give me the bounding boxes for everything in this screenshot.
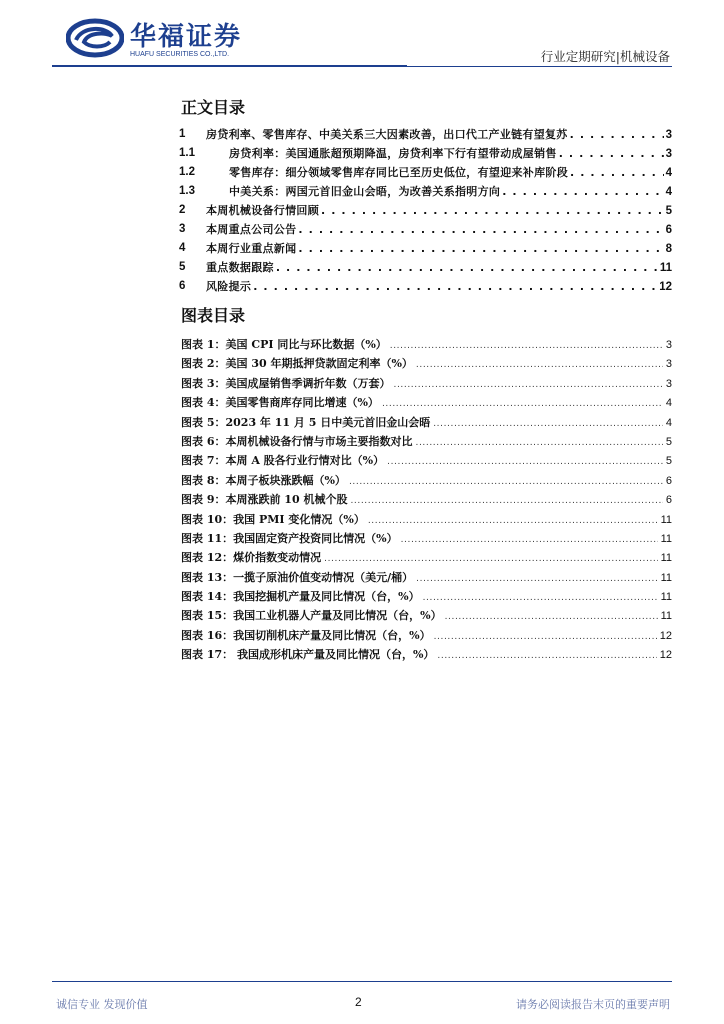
lof-item[interactable]	[181, 391, 672, 410]
lof-item-page: 3	[665, 358, 672, 371]
lof-item[interactable]	[181, 566, 672, 585]
lof-item[interactable]	[181, 372, 672, 391]
lof-item-text: 图表 14：我国挖掘机产量及同比情况（台，%）	[181, 590, 420, 604]
lof-leader-dots	[437, 643, 656, 666]
lof-item-text: 图表 1：美国 CPI 同比与环比数据（%）	[181, 338, 387, 351]
toc-item-page: 5	[665, 205, 672, 217]
toc-item-number: 1.1	[179, 147, 195, 159]
lof-item[interactable]	[181, 469, 672, 488]
toc-item-page: 12	[659, 281, 672, 293]
footer-disclaimer: 请务必阅读报告末页的重要声明	[516, 998, 670, 1011]
toc-item-page: 6	[665, 224, 672, 236]
lof-item-page: 5	[665, 455, 672, 468]
toc-leader-dots	[570, 163, 664, 182]
toc-item-text: 中美关系：两国元首旧金山会晤，为改善关系指明方向	[229, 185, 501, 198]
lof-item-page: 5	[665, 435, 672, 448]
lof-item-page: 3	[665, 377, 672, 390]
toc-item-page: 8	[665, 243, 672, 255]
lof-item-text: 图表 8：本周子板块涨跌幅（%）	[181, 473, 346, 487]
toc-list	[179, 125, 672, 296]
toc-item-number: 1	[179, 128, 186, 140]
toc-item-page: 4	[665, 186, 672, 198]
toc-item-number: 2	[179, 204, 186, 216]
lof-item-page: 4	[665, 416, 672, 429]
lof-item-text: 图表 4：美国零售商库存同比增速（%）	[181, 396, 379, 410]
lof-item[interactable]	[181, 546, 672, 565]
lof-item[interactable]	[181, 624, 672, 643]
lof-item-text: 图表 11：我国固定资产投资同比情况（%）	[181, 531, 398, 545]
lof-item-page: 3	[665, 339, 672, 351]
toc-leader-dots	[276, 258, 658, 277]
lof-item-text: 图表 16：我国切削机床产量及同比情况（台，%）	[181, 628, 431, 642]
toc-item-text: 房贷利率：美国通胀超预期降温，房贷利率下行有望带动成屋销售	[229, 147, 557, 160]
toc-item[interactable]	[179, 258, 672, 277]
lof-item-text: 图表 3：美国成屋销售季调折年数（万套）	[181, 376, 391, 390]
lof-item[interactable]	[181, 488, 672, 507]
lof-item-page: 6	[665, 474, 672, 487]
lof-item-text: 图表 17： 我国成形机床产量及同比情况（台，%）	[181, 648, 435, 662]
toc-leader-dots	[298, 239, 663, 258]
toc-item-number: 6	[179, 280, 186, 292]
lof-item-page: 11	[660, 513, 672, 526]
lof-item-page: 12	[659, 649, 672, 662]
toc-item[interactable]	[179, 239, 672, 258]
lof-item-text: 图表 6：本周机械设备行情与市场主要指数对比	[181, 434, 413, 448]
lof-list	[181, 333, 672, 663]
page-number: 2	[355, 995, 362, 1009]
lof-item[interactable]	[181, 604, 672, 623]
toc-item[interactable]	[179, 144, 672, 163]
lof-item[interactable]	[181, 333, 672, 352]
company-logo	[66, 14, 250, 68]
lof-item-page: 11	[660, 591, 672, 604]
lof-item-page: 11	[660, 532, 672, 545]
huafu-logo-icon	[66, 18, 124, 58]
lof-item[interactable]	[181, 411, 672, 430]
lof-item-text: 图表 9：本周涨跌前 10 机械个股	[181, 493, 348, 507]
toc-item[interactable]	[179, 125, 672, 144]
lof-item[interactable]	[181, 643, 672, 662]
lof-item[interactable]	[181, 430, 672, 449]
toc-item-text: 零售库存：细分领域零售库存同比已至历史低位，有望迎来补库阶段	[229, 166, 568, 179]
toc-item-page: 3	[665, 148, 672, 160]
report-category: 行业定期研究|机械设备	[540, 49, 670, 64]
toc-item-number: 1.3	[179, 185, 195, 197]
lof-item-page: 4	[665, 397, 672, 410]
lof-item-page: 11	[660, 552, 672, 565]
lof-item-text: 图表 10：我国 PMI 变化情况（%）	[181, 512, 365, 526]
toc-item-page: 3	[665, 129, 672, 141]
toc-item-text: 风险提示	[206, 280, 252, 293]
lof-item-text: 图表 2：美国 30 年期抵押贷款固定利率（%）	[181, 357, 413, 371]
footer-slogan: 诚信专业 发现价值	[56, 998, 148, 1011]
toc-item-number: 4	[179, 242, 186, 254]
toc-leader-dots	[253, 277, 657, 296]
lof-item-page: 12	[659, 629, 672, 642]
lof-item-text: 图表 7：本周 A 股各行业行情对比（%）	[181, 454, 385, 468]
lof-item-text: 图表 15：我国工业机器人产量及同比情况（台，%）	[181, 609, 442, 623]
logo-chinese-name: 华福证券	[130, 22, 243, 52]
header-divider-accent	[52, 65, 407, 67]
lof-item[interactable]	[181, 352, 672, 371]
toc-item-text: 本周重点公司公告	[206, 223, 297, 236]
toc-leader-dots	[570, 125, 664, 144]
logo-english-name: HUAFU SECURITIES CO.,LTD.	[130, 51, 230, 58]
lof-item[interactable]	[181, 585, 672, 604]
toc-item-text: 本周行业重点新闻	[206, 242, 297, 255]
toc-leader-dots	[298, 220, 663, 239]
toc-item-number: 5	[179, 261, 186, 273]
lof-item-text: 图表 13：一揽子原油价值变动情况（美元/桶）	[181, 570, 414, 584]
toc-item[interactable]	[179, 220, 672, 239]
lof-item[interactable]	[181, 508, 672, 527]
toc-leader-dots	[502, 182, 663, 201]
lof-item[interactable]	[181, 449, 672, 468]
toc-item[interactable]	[179, 201, 672, 220]
toc-item[interactable]	[179, 163, 672, 182]
toc-item[interactable]	[179, 277, 672, 296]
toc-item-page: 11	[659, 262, 672, 274]
toc-item-number: 1.2	[179, 166, 195, 178]
toc-item-text: 房贷利率、零售库存、中美关系三大因素改善，出口代工产业链有望复苏	[206, 128, 568, 141]
lof-item-page: 11	[660, 571, 672, 584]
lof-item-text: 图表 5：2023 年 11 月 5 日中美元首旧金山会晤	[181, 415, 431, 429]
toc-leader-dots	[321, 201, 664, 220]
lof-item-page: 6	[665, 494, 672, 507]
lof-item-page: 11	[660, 610, 672, 623]
toc-item-number: 3	[179, 223, 186, 235]
toc-item-text: 本周机械设备行情回顾	[206, 204, 319, 217]
footer-divider	[52, 981, 672, 982]
toc-item-page: 4	[665, 167, 672, 179]
toc-item-text: 重点数据跟踪	[206, 261, 274, 274]
toc-leader-dots	[559, 144, 664, 163]
lof-item-text: 图表 12：煤价指数变动情况	[181, 551, 322, 565]
toc-item[interactable]	[179, 182, 672, 201]
lof-item[interactable]	[181, 527, 672, 546]
toc-title: 正文目录	[181, 98, 246, 117]
lof-title: 图表目录	[181, 306, 246, 325]
